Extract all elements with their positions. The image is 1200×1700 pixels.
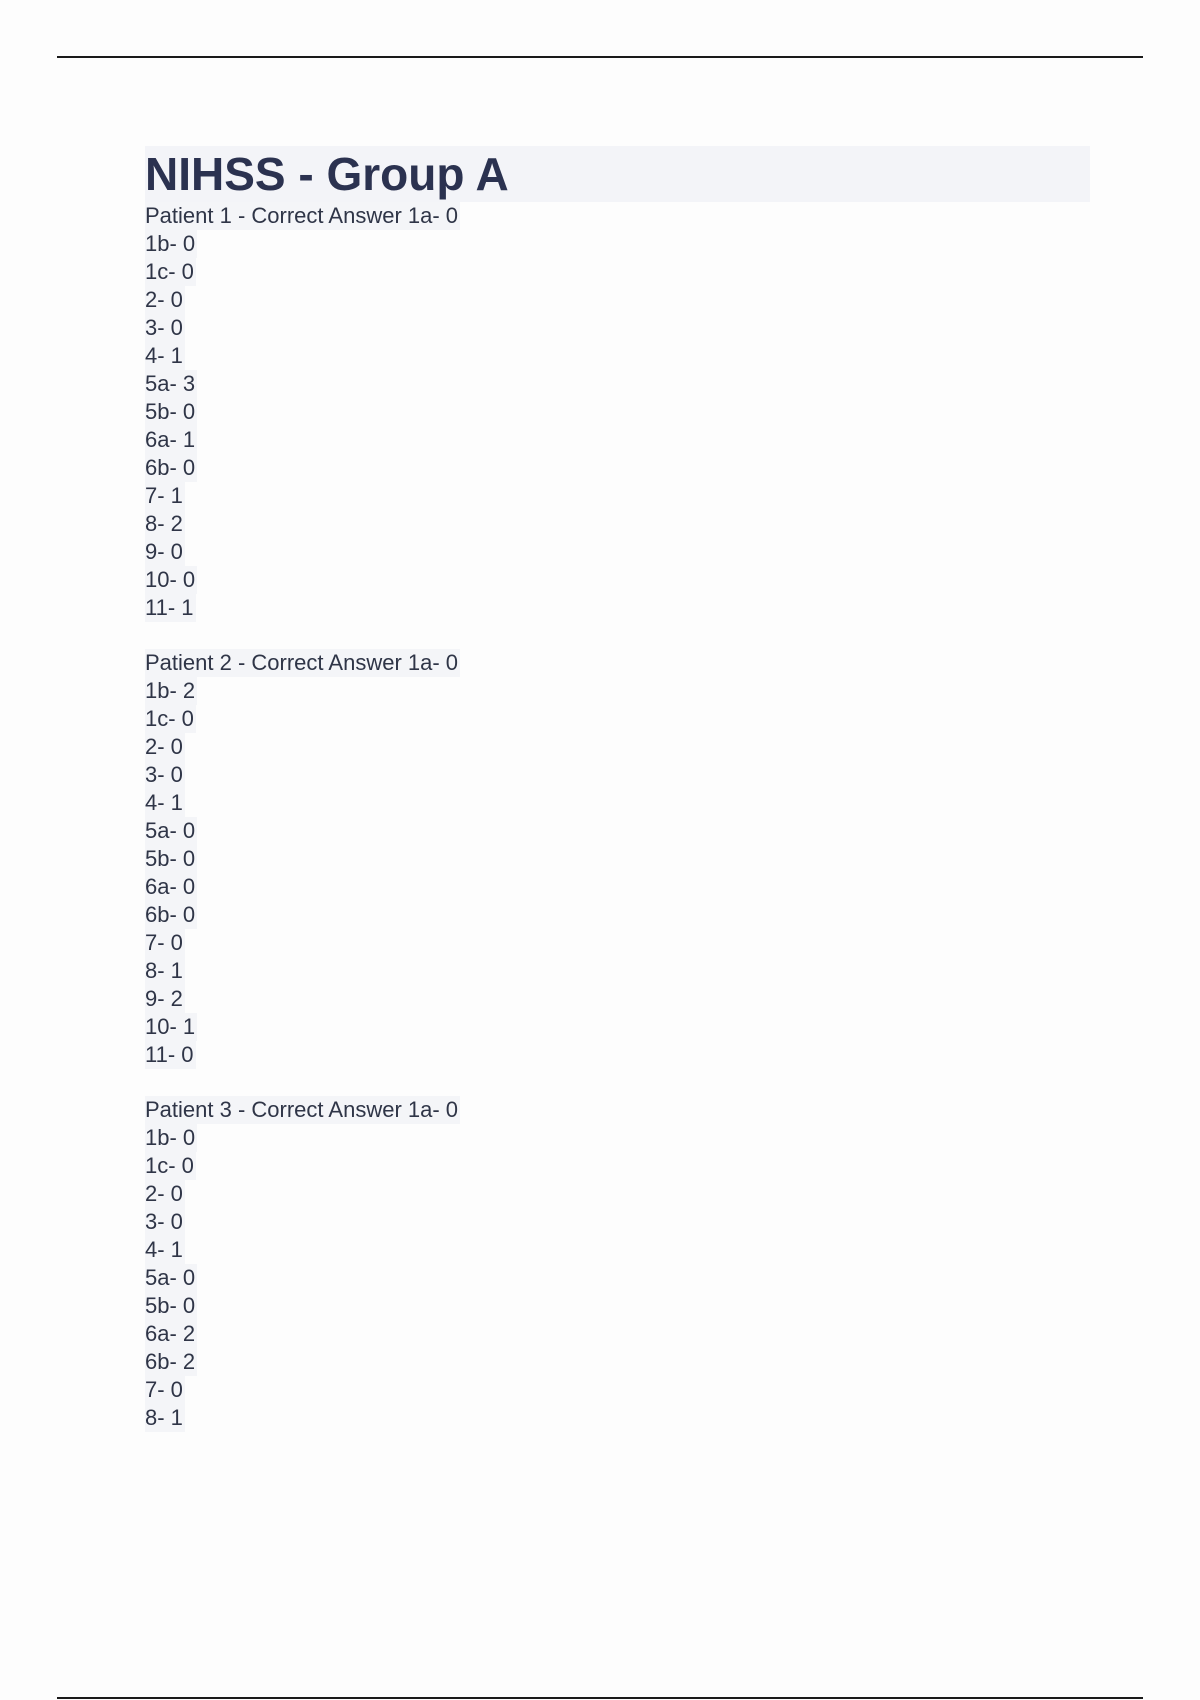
patient-block <box>145 202 1090 622</box>
patient-header: Patient 1 - Correct Answer 1a- 0 <box>145 203 459 228</box>
score-line: 8- 1 <box>145 1405 183 1430</box>
score-line: 1b- 0 <box>145 231 196 256</box>
document-title: NIHSS - Group A <box>145 146 1090 202</box>
score-line: 4- 1 <box>145 343 183 368</box>
footer-rule <box>57 1697 1143 1699</box>
score-line: 10- 0 <box>145 567 196 592</box>
score-line: 8- 1 <box>145 958 183 983</box>
score-line: 6b- 0 <box>145 455 196 480</box>
score-line: 5a- 0 <box>145 818 196 843</box>
score-line: 5b- 0 <box>145 1293 196 1318</box>
score-line: 11- 1 <box>145 595 194 620</box>
patient-list <box>145 202 1090 1432</box>
score-line: 6a- 0 <box>145 874 196 899</box>
score-line: 1c- 0 <box>145 259 194 284</box>
score-line: 6b- 2 <box>145 1349 196 1374</box>
score-line: 4- 1 <box>145 790 183 815</box>
score-line: 7- 0 <box>145 1377 183 1402</box>
patient-block <box>145 649 1090 1069</box>
score-line: 1b- 0 <box>145 1125 196 1150</box>
score-line: 5b- 0 <box>145 846 196 871</box>
score-line: 3- 0 <box>145 315 183 340</box>
score-line: 6a- 1 <box>145 427 196 452</box>
score-line: 1b- 2 <box>145 678 196 703</box>
score-line: 7- 1 <box>145 483 183 508</box>
score-line: 9- 0 <box>145 539 183 564</box>
score-line: 10- 1 <box>145 1014 196 1039</box>
patient-header: Patient 3 - Correct Answer 1a- 0 <box>145 1097 459 1122</box>
score-line: 3- 0 <box>145 1209 183 1234</box>
document-content <box>145 146 1090 1432</box>
score-line: 6b- 0 <box>145 902 196 927</box>
score-line: 2- 0 <box>145 1181 183 1206</box>
score-line: 1c- 0 <box>145 1153 194 1178</box>
score-line: 6a- 2 <box>145 1321 196 1346</box>
score-line: 2- 0 <box>145 287 183 312</box>
score-line: 5b- 0 <box>145 399 196 424</box>
score-line: 8- 2 <box>145 511 183 536</box>
patient-block <box>145 1096 1090 1432</box>
header-rule <box>57 56 1143 58</box>
score-line: 2- 0 <box>145 734 183 759</box>
score-line: 7- 0 <box>145 930 183 955</box>
score-line: 4- 1 <box>145 1237 183 1262</box>
score-line: 5a- 3 <box>145 371 196 396</box>
score-line: 3- 0 <box>145 762 183 787</box>
score-line: 9- 2 <box>145 986 183 1011</box>
score-line: 1c- 0 <box>145 706 194 731</box>
patient-header: Patient 2 - Correct Answer 1a- 0 <box>145 650 459 675</box>
score-line: 11- 0 <box>145 1042 194 1067</box>
score-line: 5a- 0 <box>145 1265 196 1290</box>
